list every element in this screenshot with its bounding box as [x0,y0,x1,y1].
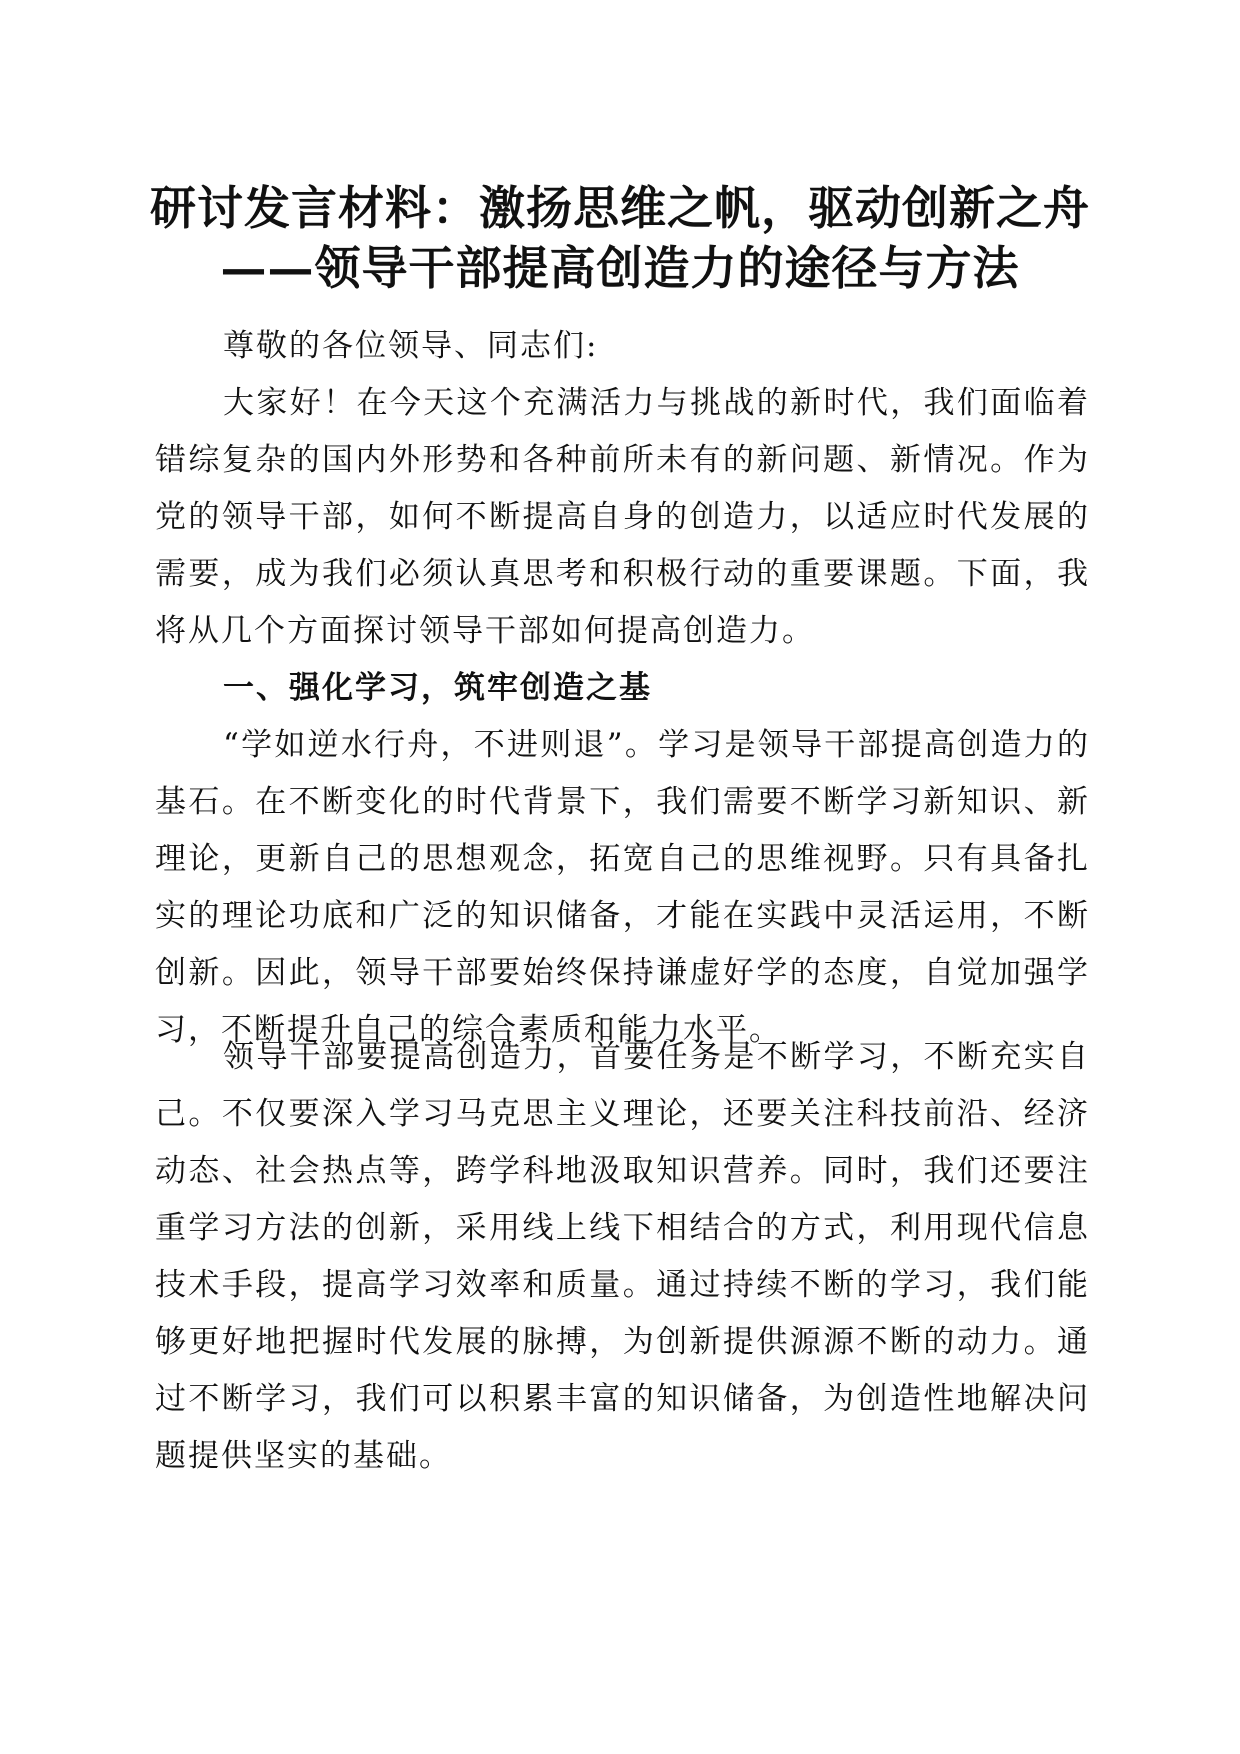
document-subtitle: ——领导干部提高创造力的途径与方法 [220,241,1020,295]
intro-paragraph: 大家好！在今天这个充满活力与挑战的新时代，我们面临着错综复杂的国内外形势和各种前所未有的新问题、新情况。作为党的领导干部，如何不断提高自身的创造力，以适应时代发展的需要，成为我们必须认真思考和积极行动的重要课题。下面，我将从几个方面探讨领导干部如何提高创造力。 [155,385,1090,649]
section1-paragraph-2: 领导干部要提高创造力，首要任务是不断学习，不断充实自己。不仅要深入学习马克思主义理论，还要关注科技前沿、经济动态、社会热点等，跨学科地汲取知识营养。同时，我们还要注重学习方法的创新，采用线上线下相结合的方式，利用现代信息技术手段，提高学习效率和质量。通过持续不断的学习，我们能够更好地把握时代发展的脉搏，为创新提供源源不断的动力。通过不断学习，我们可以积累丰富的知识储备，为创造性地解决问题提供坚实的基础。 [155,1039,1090,1474]
document-title: 研讨发言材料：激扬思维之帆，驱动创新之舟 [150,181,1090,235]
section1-paragraph-1: “学如逆水行舟，不进则退”。学习是领导干部提高创造力的基石。在不断变化的时代背景下，我们需要不断学习新知识、新理论，更新自己的思想观念，拓宽自己的思维视野。只有具备扎实的理论功底和广泛的知识储备，才能在实践中灵活运用，不断创新。因此，领导干部要始终保持谦虚好学的态度，自觉加强学习，不断提升自己的综合素质和能力水平。 [155,727,1090,1048]
greeting: 尊敬的各位领导、同志们: [223,328,599,364]
section-heading-1: 一、强化学习，筑牢创造之基 [223,670,652,706]
